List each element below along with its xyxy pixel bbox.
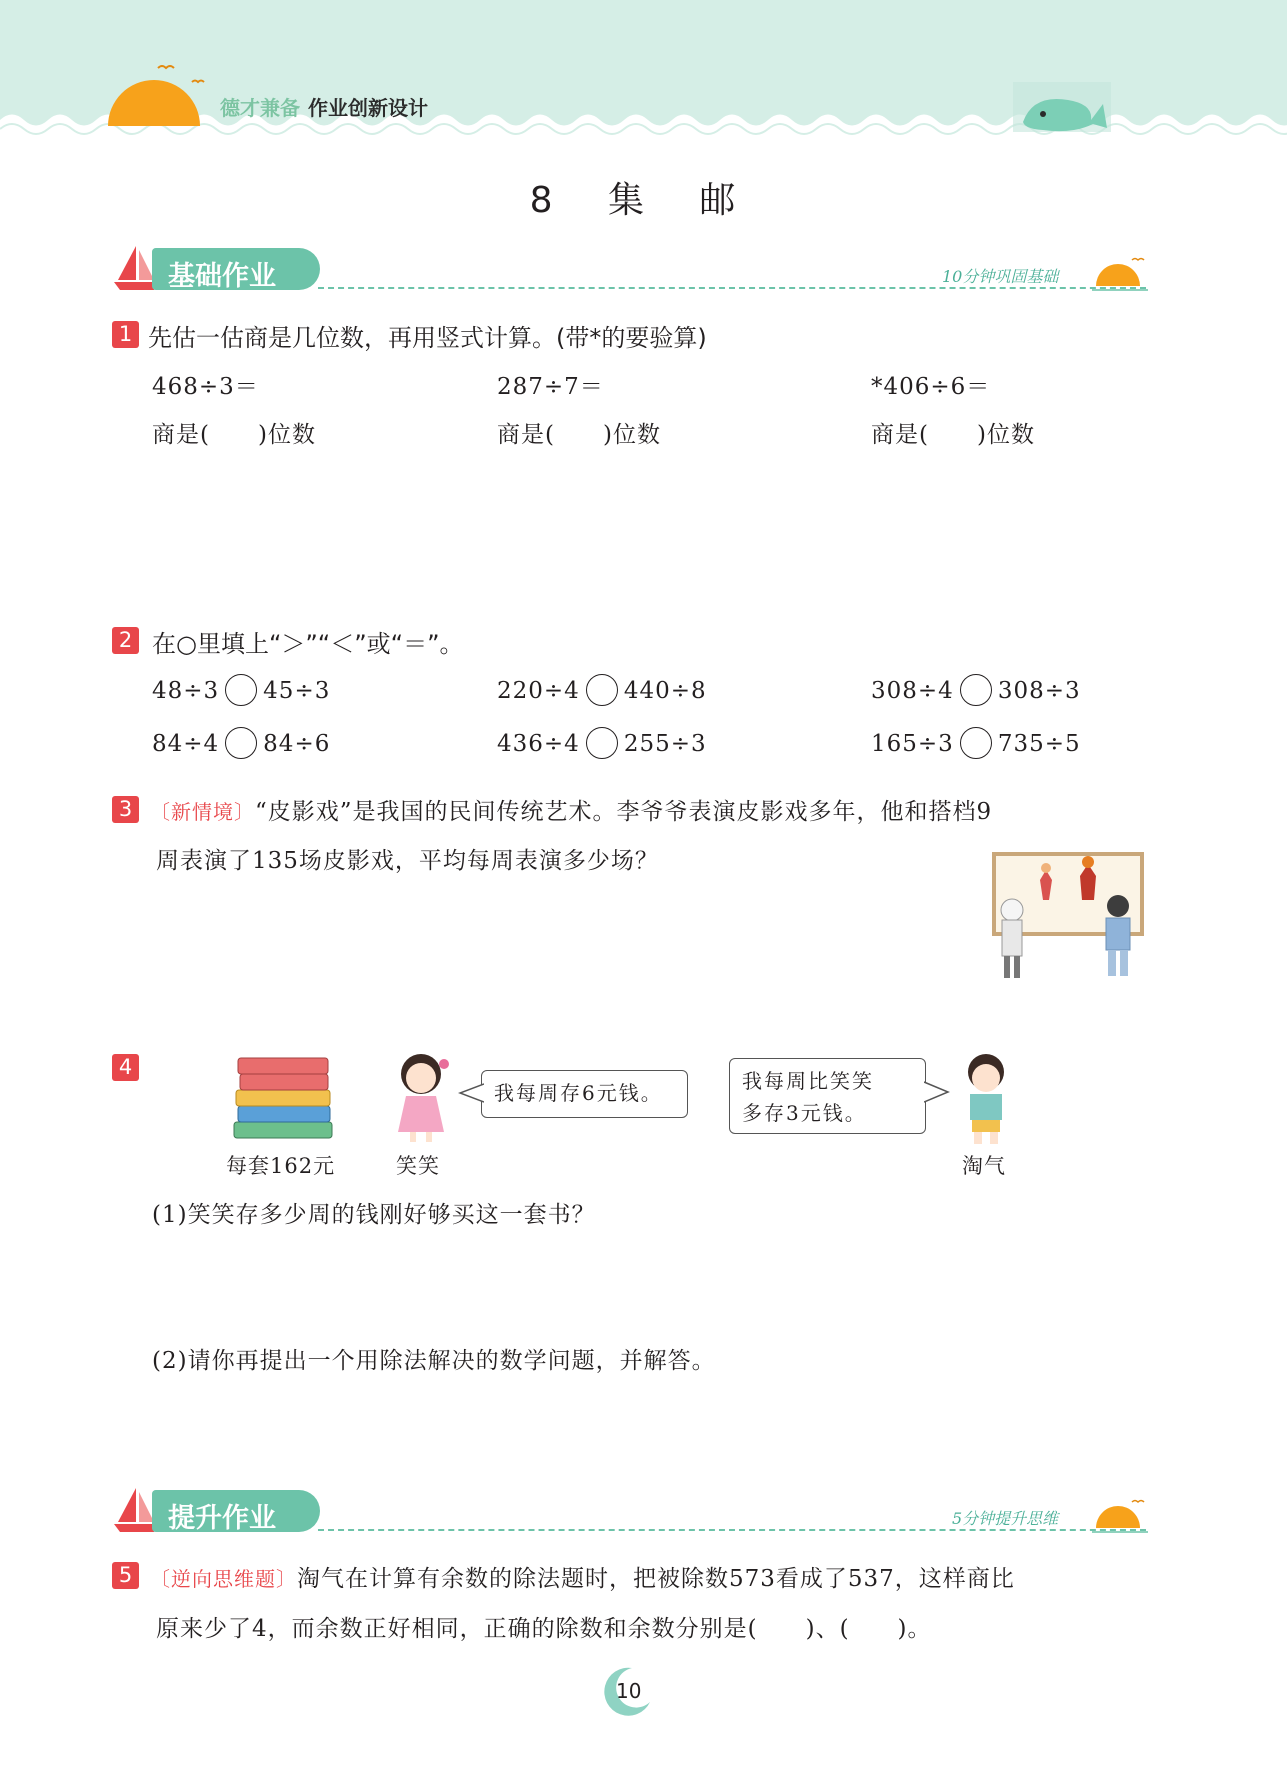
q5-tag: 〔逆向思维题〕 [150, 1567, 297, 1591]
q2-item [497, 676, 707, 708]
brand-dark-text: 作业创新设计 [308, 96, 428, 120]
q2-right: 255÷3 [623, 731, 707, 757]
q2-right: 440÷8 [623, 678, 707, 704]
q2-left: 220÷4 [497, 678, 580, 704]
sun-logo-icon [100, 60, 210, 130]
q3-line1-text: “皮影戏”是我国的民间传统艺术。李爷爷表演皮影戏多年，他和搭档9 [255, 799, 993, 825]
q2-number: 2 [112, 627, 139, 654]
q5-number: 5 [112, 1562, 139, 1589]
q2-item [152, 729, 330, 761]
q2-right: 45÷3 [263, 678, 331, 704]
section-basic-divider [318, 287, 1146, 289]
q3-number: 3 [112, 796, 139, 823]
brand-green-text: 德才兼备 [220, 96, 300, 120]
q2-left: 48÷3 [152, 678, 220, 704]
q3-line2: 周表演了135场皮影戏，平均每周表演多少场？ [156, 848, 659, 874]
q2-item [871, 676, 1081, 708]
girl-xiaoxiao-illustration [386, 1050, 456, 1144]
books-price-caption: 每套162元 [226, 1154, 336, 1178]
q4-sub1: (1)笑笑存多少周的钱刚好够买这一套书？ [152, 1202, 596, 1228]
boy-name: 淘气 [962, 1154, 1006, 1178]
compare-circle[interactable] [225, 727, 257, 759]
compare-circle[interactable] [225, 674, 257, 706]
section-basic-note: 10分钟巩固基础 [942, 267, 1059, 286]
q1-digits-1: 商是( )位数 [152, 422, 316, 448]
compare-circle[interactable] [586, 727, 618, 759]
q2-item [152, 676, 330, 708]
brand-title [220, 92, 428, 121]
q2-item [871, 729, 1081, 761]
section-adv-label: 提升作业 [168, 1503, 276, 1534]
q3-tag: 〔新情境〕 [150, 800, 255, 824]
boy-speech-line1: 我每周比笑笑 [742, 1069, 874, 1093]
boy-speech-line2: 多存3元钱。 [742, 1101, 867, 1125]
q5-line2: 原来少了4，而余数正好相同，正确的除数和余数分别是( )、( )。 [156, 1616, 932, 1642]
q4-sub2: (2)请你再提出一个用除法解决的数学问题，并解答。 [152, 1348, 716, 1374]
q2-left: 165÷3 [871, 731, 954, 757]
girl-name: 笑笑 [396, 1154, 440, 1178]
section-adv-divider [318, 1529, 1146, 1531]
page-number: 10 [616, 1679, 642, 1703]
girl-bubble-tail [458, 1082, 484, 1104]
small-sun-icon [1092, 1498, 1148, 1538]
shadow-puppet-illustration [990, 850, 1146, 986]
compare-circle[interactable] [586, 674, 618, 706]
page-title: 8 集 邮 [529, 180, 758, 221]
section-basic-label: 基础作业 [168, 261, 276, 292]
q2-left: 436÷4 [497, 731, 580, 757]
q5-line1 [150, 1560, 1015, 1593]
q2-right: 308÷3 [997, 678, 1081, 704]
q1-prompt: 先估一估商是几位数，再用竖式计算。(带*的要验算) [148, 324, 707, 352]
q2-prompt: 在○里填上“＞”“＜”或“＝”。 [152, 630, 464, 658]
small-sun-icon [1092, 256, 1148, 296]
whale-icon [1013, 74, 1113, 134]
book-stack-illustration [228, 1054, 342, 1142]
q2-right: 735÷5 [997, 731, 1081, 757]
boy-bubble-tail [924, 1080, 950, 1104]
boy-taoqi-illustration [956, 1050, 1016, 1146]
q1-expr-3: *406÷6＝ [871, 374, 991, 400]
boy-speech-bubble [729, 1058, 926, 1134]
q2-item [497, 729, 707, 761]
compare-circle[interactable] [960, 727, 992, 759]
q1-expr-1: 468÷3＝ [152, 374, 259, 400]
q2-left: 84÷4 [152, 731, 220, 757]
compare-circle[interactable] [960, 674, 992, 706]
q2-left: 308÷4 [871, 678, 954, 704]
girl-speech-bubble [481, 1070, 688, 1118]
section-adv-note: 5分钟提升思维 [952, 1509, 1059, 1528]
q1-digits-2: 商是( )位数 [497, 422, 661, 448]
q3-line1 [150, 793, 992, 826]
girl-speech-text: 我每周存6元钱。 [494, 1081, 663, 1105]
q1-digits-3: 商是( )位数 [871, 422, 1035, 448]
q2-right: 84÷6 [263, 731, 331, 757]
q1-expr-2: 287÷7＝ [497, 374, 604, 400]
q5-line1-text: 淘气在计算有余数的除法题时，把被除数573看成了537，这样商比 [297, 1566, 1015, 1592]
q4-number: 4 [112, 1054, 139, 1081]
q1-number: 1 [112, 321, 139, 348]
